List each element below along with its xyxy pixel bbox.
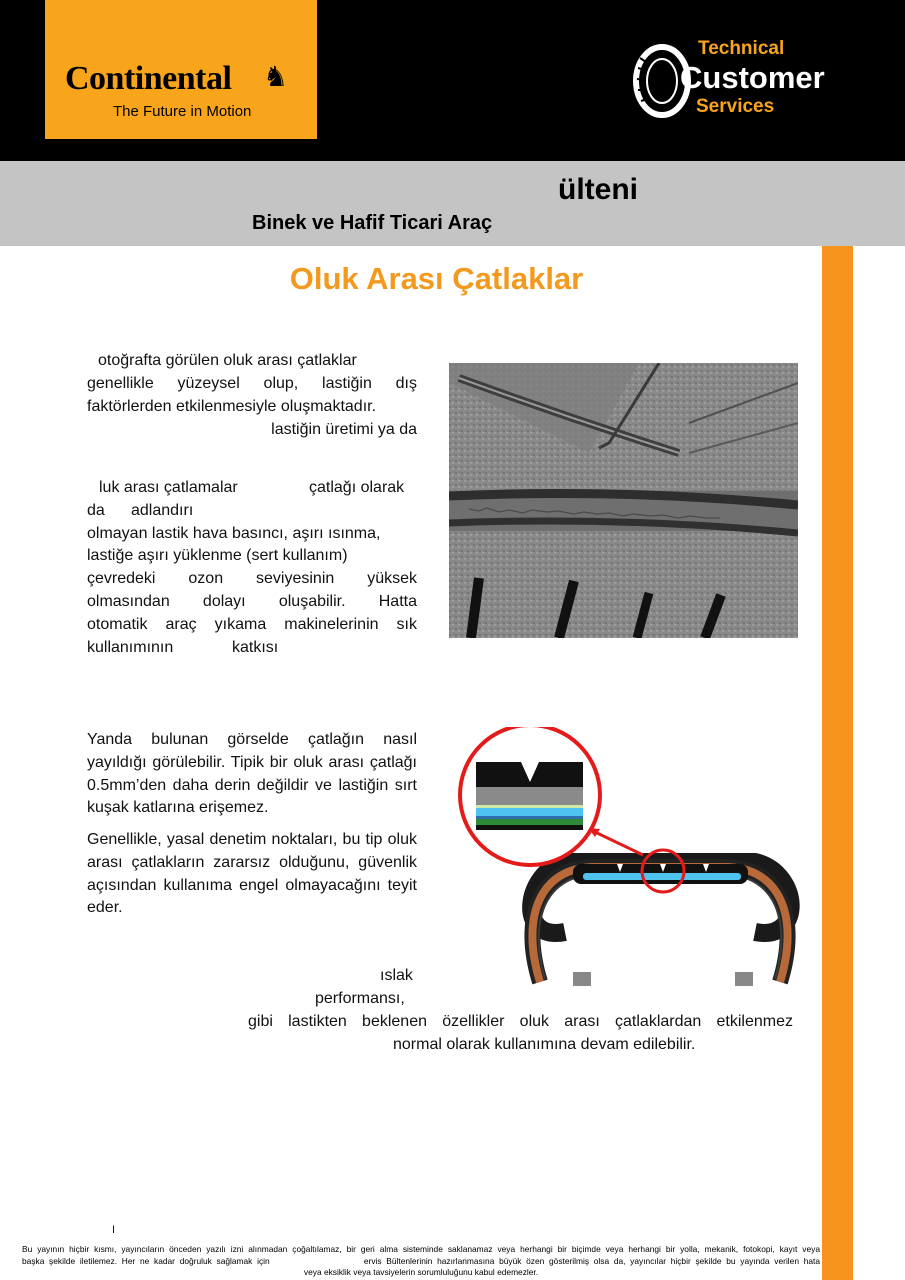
horse-icon: ♞ — [263, 61, 289, 92]
paragraph-2-line-8a: kullanımının — [87, 639, 174, 656]
copyright-notice — [22, 1244, 820, 1279]
bulletin-title: ülteni — [558, 173, 638, 206]
paragraph-2-line-5: çevredeki ozon seviyesinin yüksek — [87, 570, 417, 587]
copyright-line-3: veya eksiklik veya tavsiyelerin sorumluluğunu kabul edemezler. — [303, 1267, 539, 1277]
paragraph-4: Genellikle, yasal denetim noktaları, bu tip oluk arası çatlakların zararsız olduğunu, güvenlik açısından kullanıma engel olmayacağını teyit eder. — [87, 831, 417, 917]
paragraph-1-line-2: genellikle yüzeysel olup, lastiğin dış — [87, 375, 417, 392]
paragraph-2-line-8b: katkısı — [232, 639, 279, 656]
paragraph-2-line-7: otomatik araç yıkama makinelerinin sık — [87, 616, 417, 633]
paragraph-2-line-2b: adlandırı — [131, 502, 194, 519]
bulletin-band — [0, 161, 905, 246]
paragraph-3: Yanda bulunan görselde çatlağın nasıl yayıldığı görülebilir. Tipik bir oluk arası çatlağı 0.5mm’den daha derin değildir ve lastiğin sırt kuşak katlarına erişemez. — [87, 731, 417, 817]
paragraph-1-line-1: otoğrafta görülen oluk arası çatlaklar — [98, 352, 357, 369]
closing-line-3: gibi lastikten beklenen özellikler oluk arası çatlaklardan etkilenmez — [248, 1013, 793, 1030]
tcs-technical-text: Technical — [698, 38, 785, 59]
paragraph-2-line-1b: çatlağı olarak — [309, 479, 405, 496]
paragraph-2-line-1a: luk arası çatlamalar — [99, 479, 238, 496]
header-bar — [0, 0, 905, 161]
page-title: Oluk Arası Çatlaklar — [289, 261, 584, 296]
continental-logo — [45, 0, 317, 139]
closing-line-1: ıslak — [380, 967, 413, 984]
bulletin-subtitle: Binek ve Hafif Ticari Araç — [252, 212, 493, 234]
paragraph-2-line-2a: da — [87, 502, 105, 519]
tread-crack-photo — [449, 363, 798, 638]
tcs-customer-text: Customer — [680, 60, 825, 95]
paragraph-2-line-3: olmayan lastik hava basıncı, aşırı ısınma, — [87, 525, 381, 542]
brand-name: Continental — [65, 60, 232, 97]
copyright-line-1: Bu yayının hiçbir kısmı, yayıncıların önceden yazılı izni alınmadan çoğaltılamaz, bir geri alma sisteminde saklanamaz veya herhangi bir biçimde veya herhangi bir yolla, mekanik, fotokopi, kayıt veya — [22, 1244, 820, 1254]
tire-crack-cross-section-diagram — [455, 727, 805, 992]
closing-line-4: normal olarak kullanımına devam edilebilir. — [393, 1036, 696, 1053]
paragraph-1-line-4: lastiğin üretimi ya da — [271, 421, 417, 438]
technical-customer-services-logo — [632, 36, 832, 126]
footer-mark: I — [112, 1224, 116, 1236]
brand-tagline: The Future in Motion — [113, 103, 252, 120]
paragraph-1-line-3: faktörlerden etkilenmesiyle oluşmaktadır. — [87, 398, 377, 415]
side-accent-strip — [822, 246, 853, 1280]
paragraph-2-line-4: lastiğe aşırı yüklenme (sert kullanım) — [87, 547, 348, 564]
paragraph-2-line-6: olmasından dolayı oluşabilir. Hatta — [87, 593, 417, 610]
closing-line-2: performansı, — [315, 990, 405, 1007]
tcs-services-text: Services — [696, 96, 775, 117]
copyright-line-2: başka şekilde iletilemez. Her ne kadar doğruluk sağlamak için ervis Bültenlerinin hazırlanmasına büyük özen gösterilmiş olsa da, yayıncılar hiçbir şekilde bu yayında verilen hata — [22, 1255, 820, 1266]
